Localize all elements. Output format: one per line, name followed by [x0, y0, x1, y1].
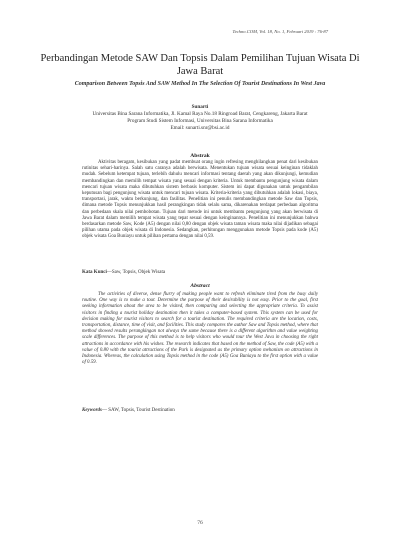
author-affiliation-2: Program Studi Sistem Informasi, Universitas Bina Sarana Informatika: [127, 118, 273, 124]
keywords-text: — SAW, Topsis, Tourist Destination: [102, 408, 175, 413]
kata-kunci-label: Kata Kunci: [82, 270, 107, 275]
paper-title: Perbandingan Metode SAW Dan Topsis Dalam Pemilihan Tujuan Wisata Di Jawa Barat: [40, 53, 360, 77]
author-email: Email: sunarti.snr@bsi.ac.id: [170, 125, 230, 131]
keywords-label: Keywords: [82, 408, 102, 413]
page-number: 76: [197, 520, 203, 526]
abstract-body: The activities of diverse, dense flurry of making people want to refresh eliminate tired from the busy daily routine. One way is to make a tour. Determine the purpose of their desirability is not easy. Prior to the goal, first seeking information about the area to be visited, then comparing and selecting the appropriate criteria. To assist visitors in finding a tourist holiday destination then it takes a computer-based system. This system can be used for decision making for tourist visitors to search for a tourist destination. The required criteria are the location, costs, transportation, distance, time of visit, and facilities. This study compares the author Saw and Topsis method, where that method showed results perangkingan not always the same because there is a different algorithm and value weighting scale differences. The purpose of this method is to help visitors who would tour the West Java in choosing the right attractions in accordance with his wishes. The research indicates that based on the method of Saw, the code (A5) with a value of 0.80 with the tourist attractions of the Park is designated as the primary option mehanism on attractions in Indonesia. Whereas, the calculation using Topsis method in the code (A5) Goa Buniayu to the first option with a value of 0.59.: [82, 292, 318, 366]
kata-kunci: [82, 270, 318, 275]
author-block: [60, 104, 340, 132]
author-affiliation-1: Universitas Bina Sarana Informatika, Jl. Kamal Raya No.18 Ringroad Barat, Cengkareng, Jakarta Barat: [92, 111, 308, 117]
abstract-heading: Abstract: [190, 283, 210, 289]
paper-subtitle: Comparison Between Topsis And SAW Method In The Selection Of Tourist Destinations In West Java: [74, 81, 326, 87]
abstrak-heading: Abstrak: [190, 153, 210, 159]
author-name: Sunarti: [191, 104, 209, 110]
keywords: [82, 408, 318, 413]
kata-kunci-text: —Saw, Topsis, Objek Wisata: [106, 270, 166, 275]
abstrak-body: Aktivitas beragam, kesibukan yang padat membuat orang ingin refresing menghilangkan penat dari kesibukan rutinitas sehari-harinya. Salah satu caranya adalah berwisata. Menentukan tujuan wisata sesuai keinginan tidaklah mudah. Sebelum ketempat tujuan, terlebih dahulu mencari informasi tentang daerah yang akan dikunjungi, kemudian membandingkan dan memilih tempat wisata yang sesuai dengan kriteria. Untuk membantu pengunjung wisata dalam mencari tujuan wisata maka dibutuhkan sistem berbasis komputer. Sistem ini dapat digunakan untuk pengambilan keputusan bagi pengunjung wisata untuk mencari tujuan wisata. Kriteria-kriteria yang dibutuhkan adalah lokasi, biaya, transportasi, jarak, waktu berkunjung, dan fasilitas. Penelitian ini penulis membandingkan metode Saw dan Topsis, dimana metode Topsis menunjukkan hasil perangkingan tidak selalu sama, dikarenakan terdapat perbedaan algoritma dan perbedaan skala nilai pembobotan. Tujuan dari metode ini untuk membantu pengunjung yang akan berwisata di Jawa Barat dalam memilih tempat wisata yang tepat sesuai dengan keinginannya. Penelitian ini menunjukkan bahwa berdasarkan metode Saw, Kode (A5) dengan nilai 0,80 dengan objek wisata taman wisata maka nilai dijadikan sebagai pilihan utama pada objek wisata di Indonesia. Sedangkan, perhitungan menggunakan metode Topsis pada kode (A5) objek wisata Goa Buniayu untuk pilihan pertama dengan nilai 0,59.: [82, 160, 318, 240]
journal-header: Techno.COM, Vol. 18, No. 1, Februari 2019 : 76-87: [232, 29, 328, 34]
